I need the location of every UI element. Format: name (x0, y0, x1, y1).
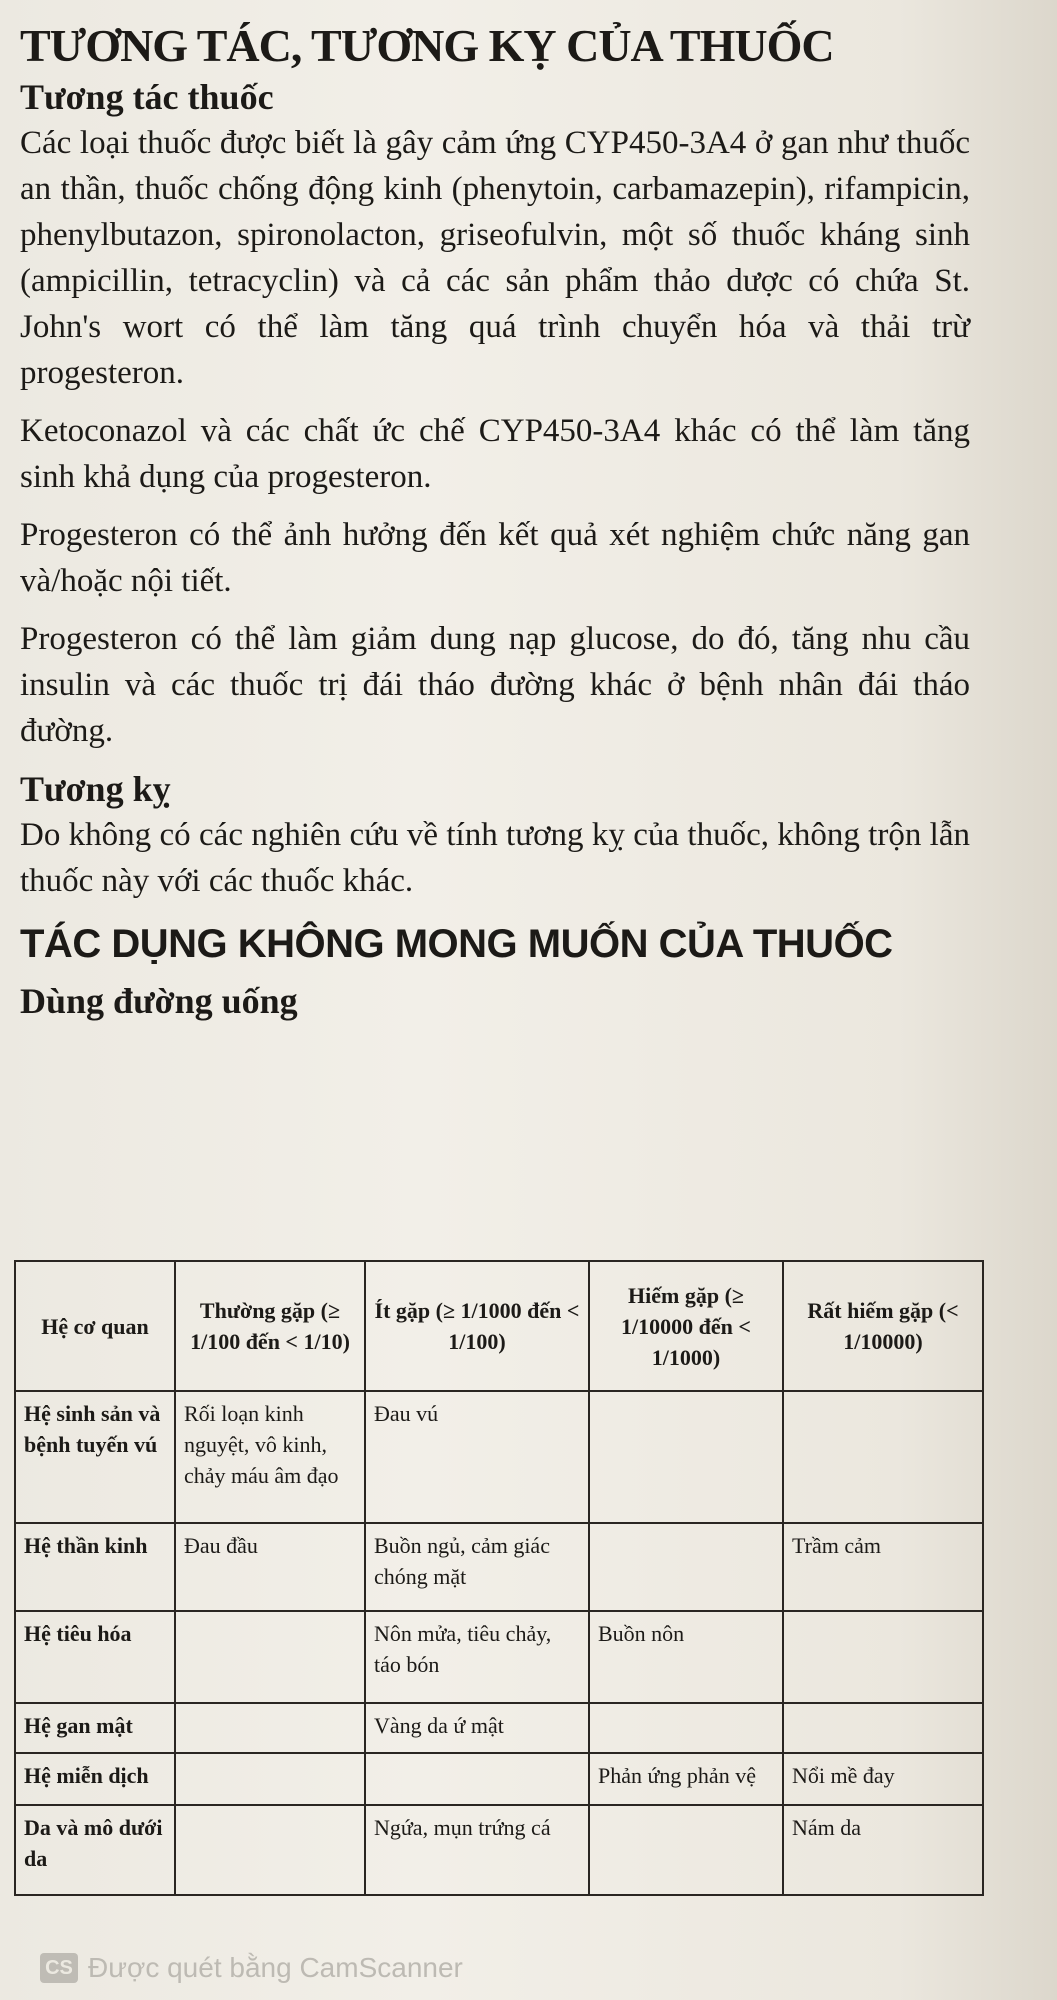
section-title-adverse-effects: TÁC DỤNG KHÔNG MONG MUỐN CỦA THUỐC (20, 922, 893, 966)
table-header: Rất hiếm gặp (< 1/10000) (783, 1261, 983, 1391)
table-cell: Da và mô dưới da (15, 1805, 175, 1895)
table-cell (589, 1391, 783, 1523)
table-cell (175, 1611, 365, 1703)
table-cell: Đau vú (365, 1391, 589, 1523)
table-cell (783, 1611, 983, 1703)
table-cell (589, 1703, 783, 1753)
table-cell: Hệ gan mật (15, 1703, 175, 1753)
watermark-text: Được quét bằng CamScanner (88, 1952, 463, 1983)
table-cell (175, 1703, 365, 1753)
table-cell: Phản ứng phản vệ (589, 1753, 783, 1805)
table-row (15, 1703, 983, 1753)
paragraph-incompatibility: Do không có các nghiên cứu về tính tương kỵ của thuốc, không trộn lẫn thuốc này với các thuốc khác. (20, 817, 970, 899)
table-cell: Nổi mề đay (783, 1753, 983, 1805)
table-header-row (15, 1261, 983, 1391)
table-header: Ít gặp (≥ 1/1000 đến < 1/100) (365, 1261, 589, 1391)
table-header: Thường gặp (≥ 1/100 đến < 1/10) (175, 1261, 365, 1391)
camscanner-logo-icon: CS (40, 1953, 78, 1983)
table-cell: Nôn mửa, tiêu chảy, táo bón (365, 1611, 589, 1703)
heading-incompatibility: Tương kỵ (20, 769, 171, 809)
table-cell (365, 1753, 589, 1805)
table-cell (589, 1523, 783, 1611)
table-cell (783, 1703, 983, 1753)
table-cell (589, 1805, 783, 1895)
table-row (15, 1611, 983, 1703)
camscanner-watermark (40, 1952, 463, 1984)
table-row (15, 1391, 983, 1523)
table-row (15, 1805, 983, 1895)
section-title-interactions: TƯƠNG TÁC, TƯƠNG KỴ CỦA THUỐC (20, 20, 834, 71)
table-cell: Buồn ngủ, cảm giác chóng mặt (365, 1523, 589, 1611)
heading-drug-interaction: Tương tác thuốc (20, 77, 274, 117)
paragraph-cyp-inducers: Các loại thuốc được biết là gây cảm ứng CYP450-3A4 ở gan như thuốc an thần, thuốc chống động kinh (phenytoin, carbamazepin), rifampicin, phenylbutazon, spironolacton, griseofulvin, một số thuốc kháng sinh (ampicillin, tetracyclin) và cả các sản phẩm thảo dược có chứa St. John's wort có thể làm tăng quá trình chuyển hóa và thải trừ progesteron. (20, 125, 970, 391)
table-cell: Buồn nôn (589, 1611, 783, 1703)
table-cell: Đau đầu (175, 1523, 365, 1611)
adverse-effects-table (14, 1260, 984, 1896)
table-cell: Hệ sinh sản và bệnh tuyến vú (15, 1391, 175, 1523)
table-header: Hệ cơ quan (15, 1261, 175, 1391)
table-cell: Vàng da ứ mật (365, 1703, 589, 1753)
table-cell (175, 1805, 365, 1895)
table-cell: Trầm cảm (783, 1523, 983, 1611)
document-content (20, 18, 980, 1024)
table-cell: Hệ tiêu hóa (15, 1611, 175, 1703)
table-cell: Ngứa, mụn trứng cá (365, 1805, 589, 1895)
paragraph-ketoconazol: Ketoconazol và các chất ức chế CYP450-3A4 khác có thể làm tăng sinh khả dụng của progesteron. (20, 413, 970, 495)
table-cell (783, 1391, 983, 1523)
table-header: Hiếm gặp (≥ 1/10000 đến < 1/1000) (589, 1261, 783, 1391)
table-row (15, 1523, 983, 1611)
table-cell (175, 1753, 365, 1805)
table-cell: Nám da (783, 1805, 983, 1895)
paragraph-lab-tests: Progesteron có thể ảnh hưởng đến kết quả xét nghiệm chức năng gan và/hoặc nội tiết. (20, 517, 970, 599)
subheading-oral-route: Dùng đường uống (20, 981, 298, 1021)
table-cell: Rối loạn kinh nguyệt, vô kinh, chảy máu âm đạo (175, 1391, 365, 1523)
table-cell: Hệ miễn dịch (15, 1753, 175, 1805)
paragraph-glucose: Progesteron có thể làm giảm dung nạp glucose, do đó, tăng nhu cầu insulin và các thuốc trị đái tháo đường khác ở bệnh nhân đái tháo đường. (20, 621, 970, 749)
table-row (15, 1753, 983, 1805)
table-cell: Hệ thần kinh (15, 1523, 175, 1611)
